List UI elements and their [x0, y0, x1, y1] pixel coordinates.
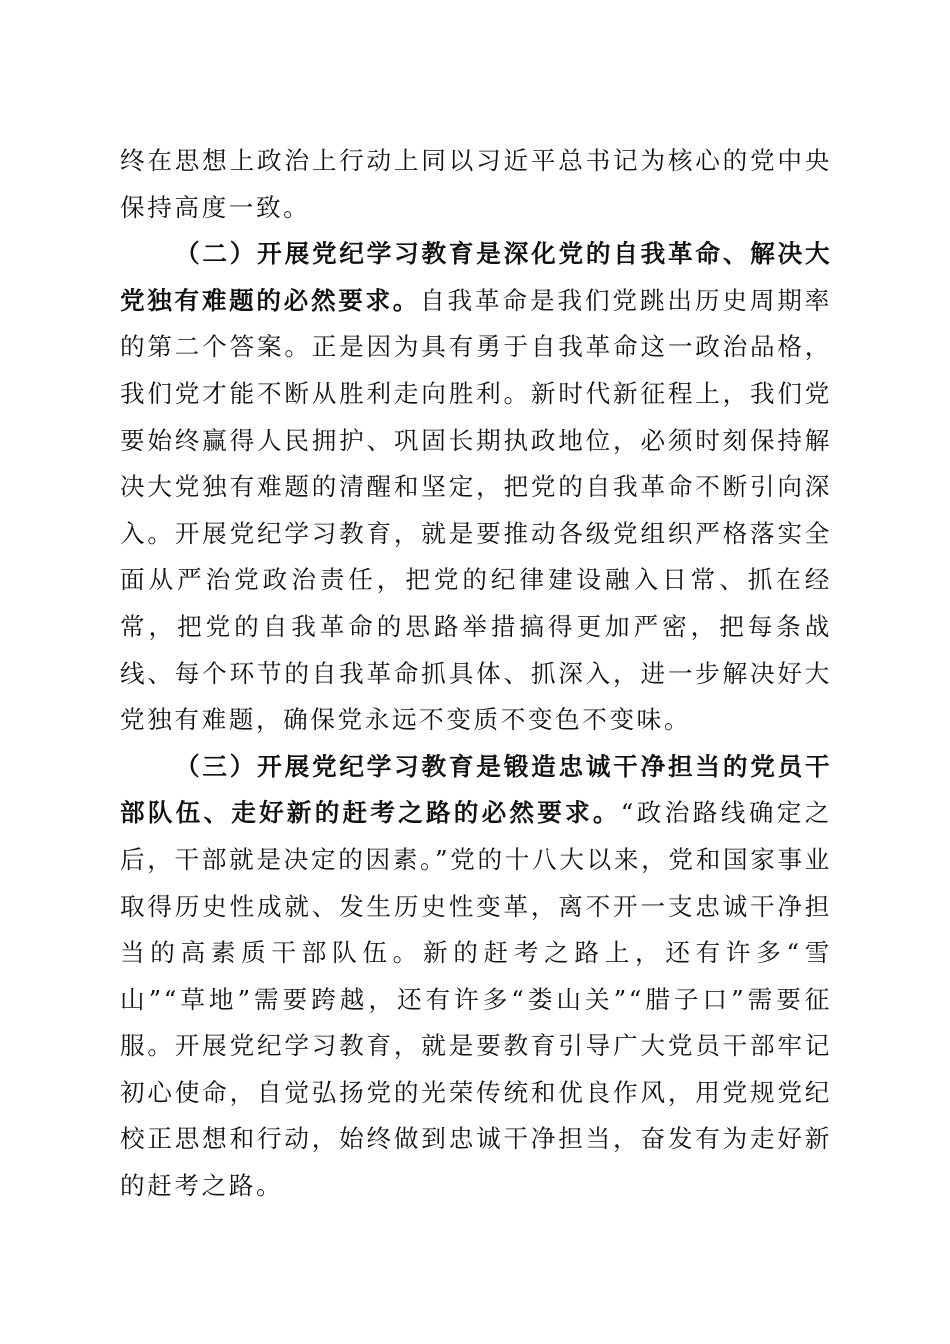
paragraph-continuation — [120, 138, 832, 231]
paragraph-section-three — [120, 744, 832, 1210]
section-two-body: 自我革命是我们党跳出历史周期率的第二个答案。正是因为具有勇于自我革命这一政治品格，我们党才能不断从胜利走向胜利。新时代新征程上，我们党要始终赢得人民拥护、巩固长期执政地位，必须时刻保持解决大党独有难题的清醒和坚定，把党的自我革命不断引向深入。开展党纪学习教育，就是要推动各级党组织严格落实全面从严治党政治责任，把党的纪律建设融入日常、抓在经常，把党的自我革命的思路举措搞得更加严密，把每条战线、每个环节的自我革命抓具体、抓深入，进一步解决好大党独有难题，确保党永远不变质不变色不变味。 — [120, 285, 832, 735]
paragraph-section-two — [120, 231, 832, 744]
section-three-body: “政治路线确定之后，干部就是决定的因素。”党的十八大以来，党和国家事业取得历史性成就、发生历史性变革，离不开一支忠诚干净担当的高素质干部队伍。新的赶考之路上，还有许多“雪山”“草地”需要跨越，还有许多“娄山关”“腊子口”需要征服。开展党纪学习教育，就是要教育引导广大党员干部牢记初心使命，自觉弘扬党的光荣传统和优良作风，用党规党纪校正思想和行动，始终做到忠诚干净担当，奋发有为走好新的赶考之路。 — [120, 798, 833, 1201]
paragraph-text: 终在思想上政治上行动上同以习近平总书记为核心的党中央保持高度一致。 — [120, 146, 832, 222]
document-body — [120, 138, 832, 1210]
section-two-heading: （二）开展党纪学习教育是深化党的自我革命、解决大党独有难题的必然要求。 — [120, 239, 832, 315]
section-three-heading: （三）开展党纪学习教育是锻造忠诚干净担当的党员干部队伍、走好新的赶考之路的必然要求。 — [120, 751, 832, 828]
